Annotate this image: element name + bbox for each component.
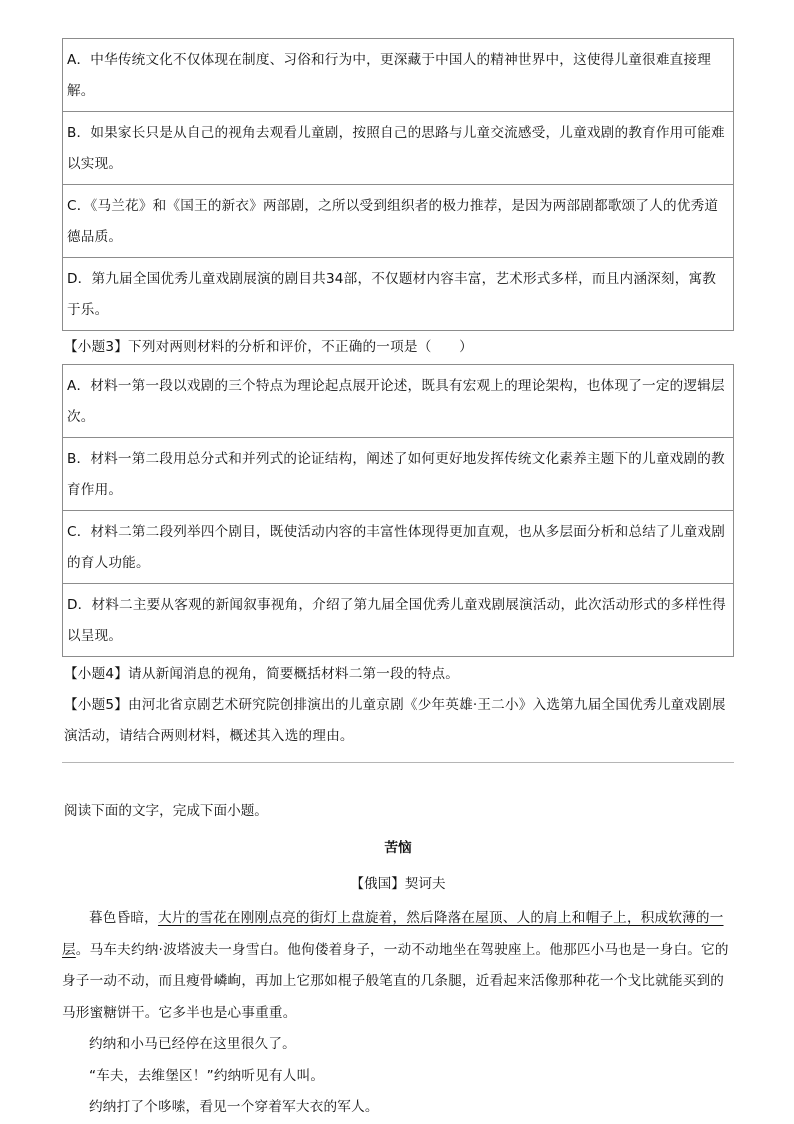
q3-options-table bbox=[62, 364, 734, 657]
q2-options-table bbox=[62, 38, 734, 331]
q3-option-b[interactable]: B．材料一第二段用总分式和并列式的论证结构，阐述了如何更好地发挥传统文化素养主题下的儿童戏剧的教育作用。 bbox=[63, 437, 733, 510]
story-paragraph-1 bbox=[62, 903, 734, 1029]
q2-option-b[interactable]: B．如果家长只是从自己的视角去观看儿童剧，按照自己的思路与儿童交流感受，儿童戏剧的教育作用可能难以实现。 bbox=[63, 111, 733, 184]
document-page bbox=[62, 38, 734, 1124]
q3-option-d[interactable]: D．材料二主要从客观的新闻叙事视角，介绍了第九届全国优秀儿童戏剧展演活动，此次活动形式的多样性得以呈现。 bbox=[63, 583, 733, 656]
q3-option-a[interactable]: A．材料一第一段以戏剧的三个特点为理论起点展开论述，既具有宏观上的理论架构，也体现了一定的逻辑层次。 bbox=[67, 378, 725, 425]
story-title: 苦恼 bbox=[384, 840, 412, 856]
story-paragraph-3: “车夫，去维堡区！”约纳听见有人叫。 bbox=[89, 1067, 325, 1084]
q2-option-a[interactable]: A．中华传统文化不仅体现在制度、习俗和行为中，更深藏于中国人的精神世界中，这使得儿童很难直接理解。 bbox=[67, 52, 712, 99]
q2-option-c[interactable]: C．《马兰花》和《国王的新衣》两部剧，之所以受到组织者的极力推荐，是因为两部剧都歌颂了人的优秀道德品质。 bbox=[63, 184, 733, 257]
story-paragraph-2: 约纳和小马已经停在这里很久了。 bbox=[89, 1036, 296, 1052]
p1-lead: 暮色昏暗， bbox=[89, 910, 158, 926]
q5-stem: 【小题5】由河北省京剧艺术研究院创排演出的儿童京剧《少年英雄·王二小》入选第九届全国优秀儿童戏剧展演活动，请结合两则材料，概述其入选的理由。 bbox=[64, 697, 726, 744]
story-paragraph-4: 约纳打了个哆嗦，看见一个穿着军大衣的军人。 bbox=[89, 1099, 379, 1115]
q4-stem: 【小题4】请从新闻消息的视角，简要概括材料二第一段的特点。 bbox=[64, 666, 460, 682]
q3-stem: 【小题3】下列对两则材料的分析和评价，不正确的一项是（ ） bbox=[64, 339, 473, 355]
reading-intro: 阅读下面的文字，完成下面小题。 bbox=[64, 803, 268, 819]
p1-underlined-sentence: 大片的雪花在刚刚点亮的街灯上盘旋着，然后降落在屋顶、人的肩上和帽子上，积成软薄的一层 bbox=[62, 910, 724, 958]
p1-rest: 。马车夫约纳·波塔波夫一身雪白。他佝偻着身子，一动不动地坐在驾驶座上。他那匹小马也是一身白。它的身子一动不动，而且瘦骨嶙峋，再加上它那如棍子般笔直的几条腿，近看起来活像那种花一个戈比就能买到的马形蜜糖饼干。它多半也是心事重重。 bbox=[62, 941, 729, 1021]
q3-option-c[interactable]: C．材料二第二段列举四个剧目，既使活动内容的丰富性体现得更加直观，也从多层面分析和总结了儿童戏剧的育人功能。 bbox=[63, 510, 733, 583]
story-author: 【俄国】契诃夫 bbox=[350, 876, 446, 892]
section-divider bbox=[62, 762, 734, 763]
q2-option-d[interactable]: D．第九届全国优秀儿童戏剧展演的剧目共34部，不仅题材内容丰富，艺术形式多样，而且内涵深刻，寓教于乐。 bbox=[63, 257, 733, 330]
